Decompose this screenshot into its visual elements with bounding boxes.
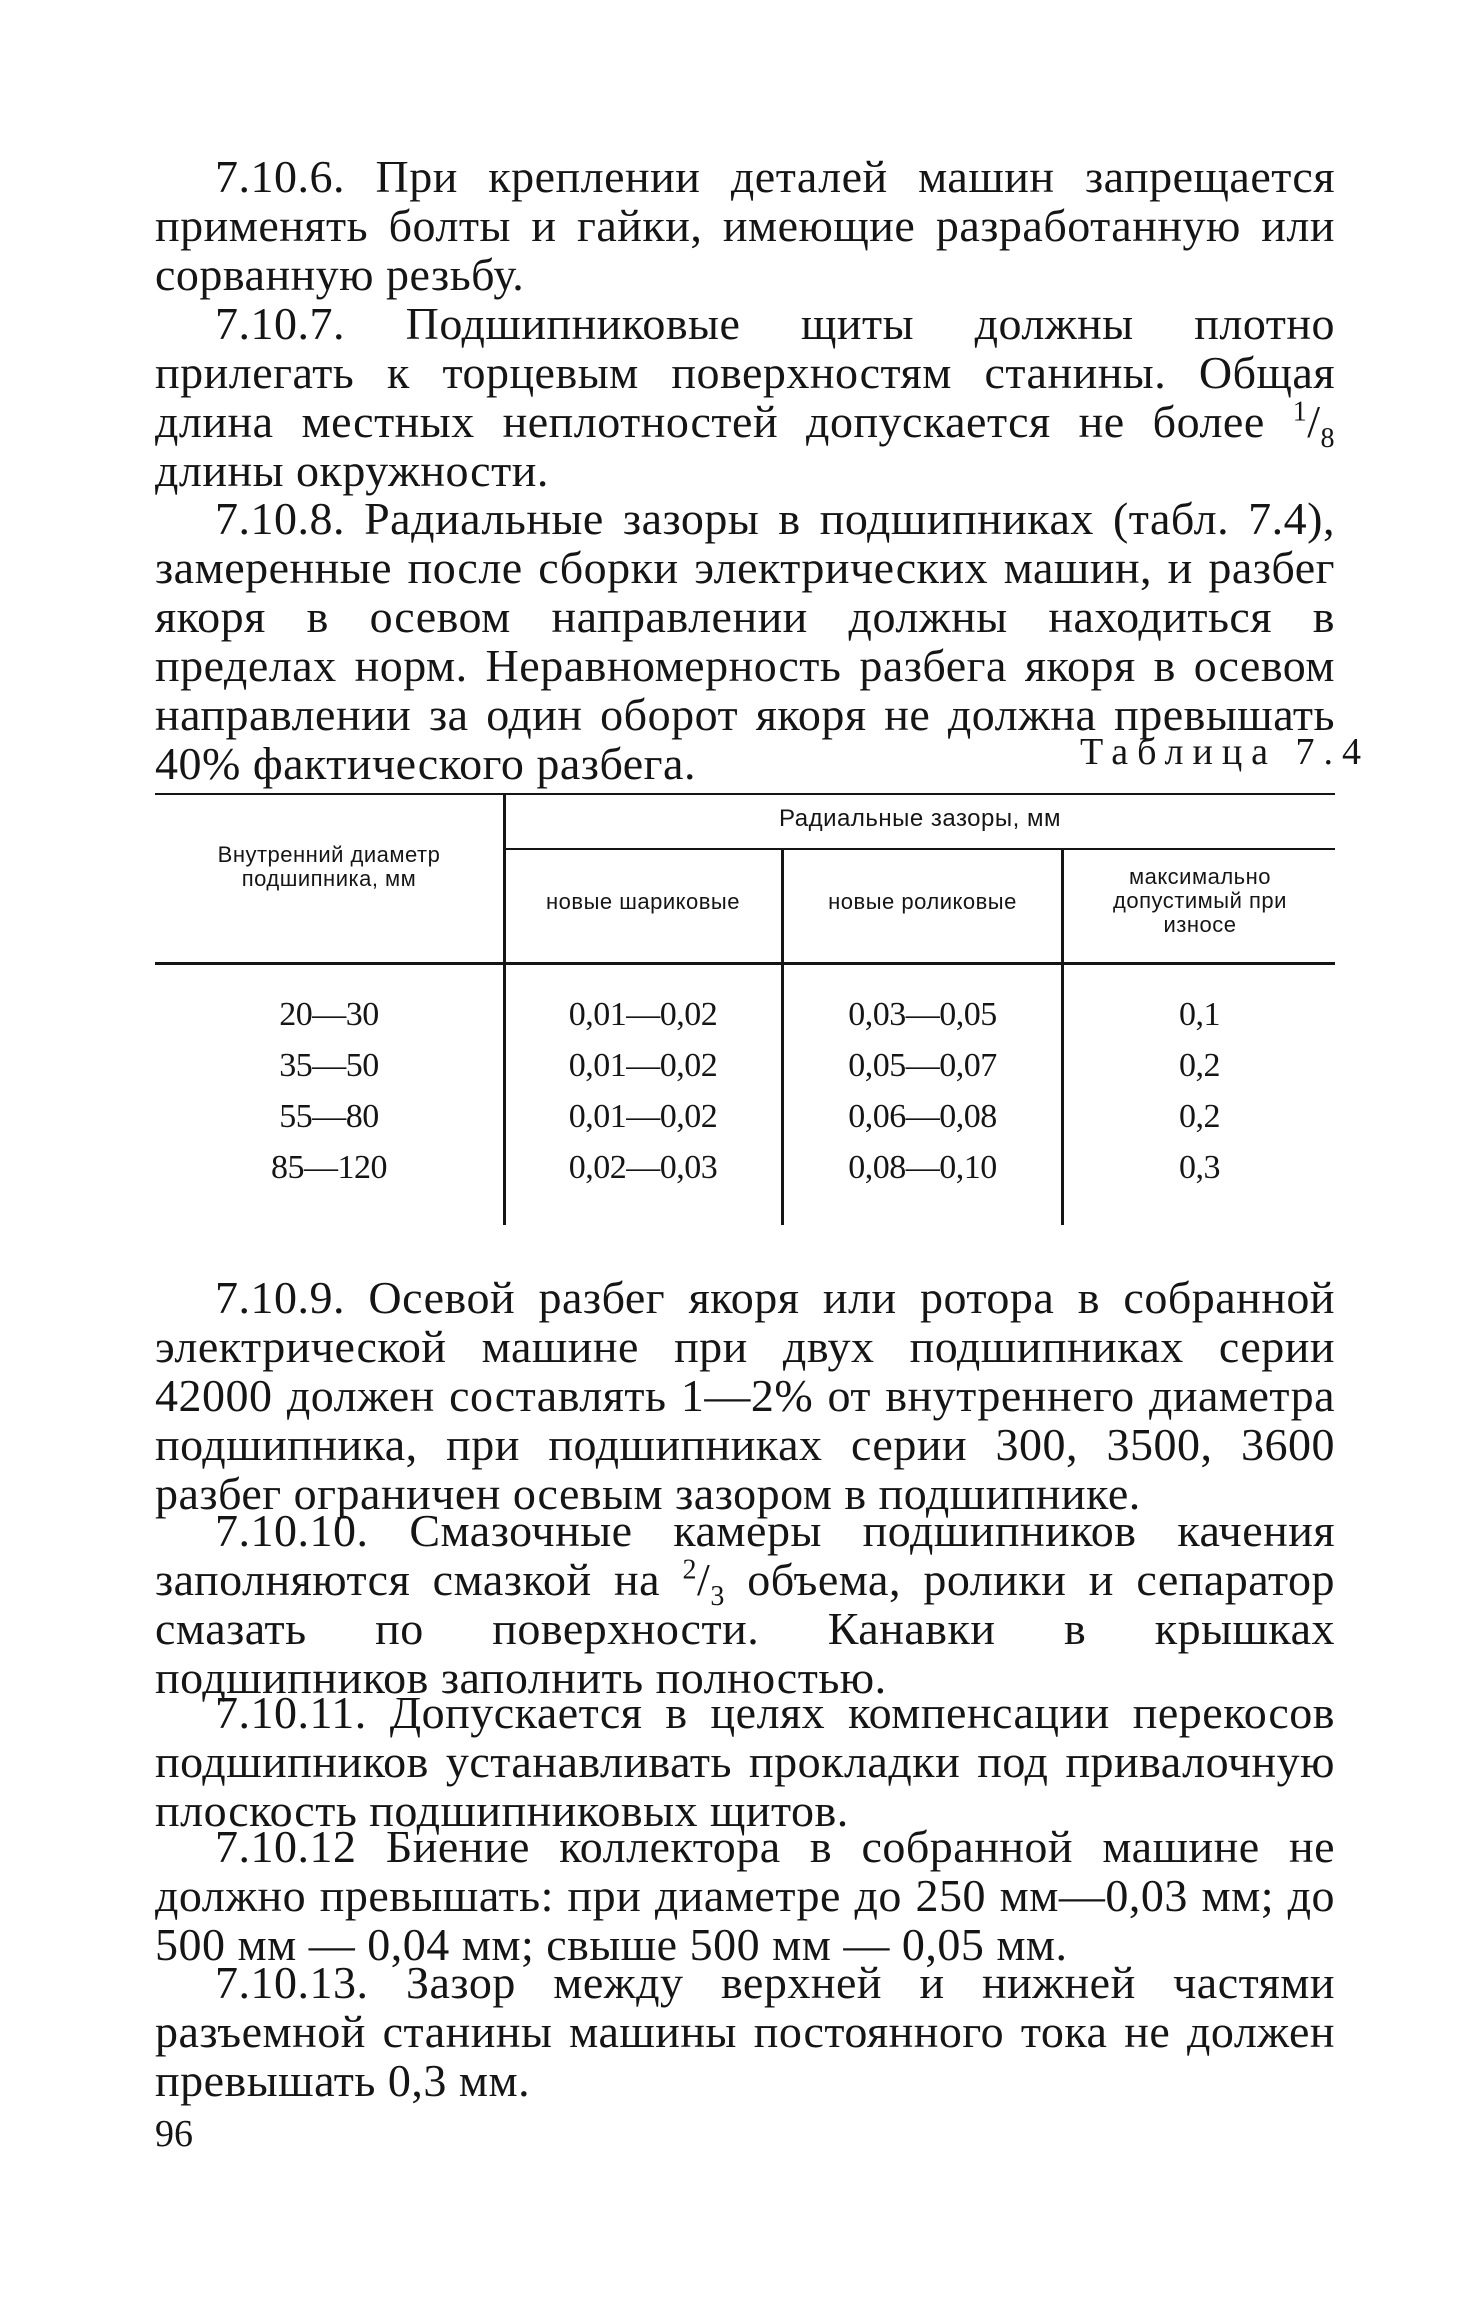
radial-clearance-table xyxy=(155,793,1335,1225)
header-new-roller: новые роликовые xyxy=(828,889,1017,914)
paragraph-7-10-12: 7.10.12 Биение коллектора в собранной машине не должно превышать: при диаметре до 250 мм—0,03 мм; до 500 мм — 0,04 мм; свыше 500 мм — 0,05 мм. xyxy=(155,1821,1335,1970)
cell-diameter: 20—30 xyxy=(279,996,379,1033)
paragraph-7-10-8: 7.10.8. Радиальные зазоры в подшипниках (табл. 7.4), замеренные после сборки электрических машин, и разбег якоря в осевом направлении должны находиться в пределах норм. Неравномерность разбега якоря в осевом направлении за один оборот якоря не должна превышать 40% фактического разбега. xyxy=(155,493,1335,789)
cell-diameter: 35—50 xyxy=(279,1047,379,1084)
cell-diameter: 85—120 xyxy=(271,1149,387,1186)
cell-ball: 0,01—0,02 xyxy=(568,1098,718,1135)
cell-ball: 0,01—0,02 xyxy=(568,1047,718,1084)
cell-roller: 0,03—0,05 xyxy=(848,996,997,1033)
fraction-denominator: 8 xyxy=(1320,423,1335,455)
fraction-numerator: 2 xyxy=(682,1554,698,1586)
header-radial-clearances: Радиальные зазоры, мм xyxy=(779,805,1061,832)
cell-roller: 0,08—0,10 xyxy=(848,1149,997,1186)
page-number: 96 xyxy=(155,2113,193,2155)
paragraph-7-10-11: 7.10.11. Допускается в целях компенсации перекосов подшипников устанавливать прокладки под привалочную плоскость подшипниковых щитов. xyxy=(155,1687,1335,1836)
paragraph-7-10-6: 7.10.6. При креплении деталей машин запрещается применять болты и гайки, имеющие разработанную или сорванную резьбу. xyxy=(155,151,1335,300)
paragraph-7-10-10: 7.10.10. Смазочные камеры подшипников качения заполняются смазкой на $^2/_3$ объема, ролики и сепаратор смазать по поверхности. Канавки в крышках подшипников заполнить полностью. xyxy=(155,1505,1336,1703)
cell-max: 0,1 xyxy=(1179,996,1220,1033)
cell-diameter: 55—80 xyxy=(279,1098,379,1135)
header-inner-diameter: Внутренний диаметр подшипника, мм xyxy=(217,842,441,891)
cell-max: 0,3 xyxy=(1179,1149,1220,1186)
cell-max: 0,2 xyxy=(1179,1047,1220,1084)
cell-ball: 0,01—0,02 xyxy=(568,996,718,1033)
fraction-numerator: 1 xyxy=(1292,396,1308,428)
header-new-ball: новые шариковые xyxy=(546,889,740,914)
cell-roller: 0,05—0,07 xyxy=(848,1047,997,1084)
fraction-denominator: 3 xyxy=(710,1581,725,1613)
paragraph-7-10-13: 7.10.13. Зазор между верхней и нижней частями разъемной станины машины постоянного тока не должен превышать 0,3 мм. xyxy=(155,1957,1335,2106)
paragraph-7-10-7: 7.10.7. Подшипниковые щиты должны плотно прилегать к торцевым поверхностям станины. Общая длина местных неплотностей допускается не более $^1/_8$ длины окружности. xyxy=(155,298,1335,496)
cell-ball: 0,02—0,03 xyxy=(568,1149,718,1186)
cell-roller: 0,06—0,08 xyxy=(848,1098,997,1135)
paragraph-7-10-9: 7.10.9. Осевой разбег якоря или ротора в собранной электрической машине при двух подшипниках серии 42000 должен составлять 1—2% от внутреннего диаметра подшипника, при подшипниках серии 300, 3500, 3600 разбег ограничен осевым зазором в подшипнике. xyxy=(155,1272,1335,1519)
table-caption: Таблица 7.4 xyxy=(1080,731,1371,773)
header-max-wear: максимально допустимый при износе xyxy=(1113,864,1287,937)
cell-max: 0,2 xyxy=(1179,1098,1220,1135)
